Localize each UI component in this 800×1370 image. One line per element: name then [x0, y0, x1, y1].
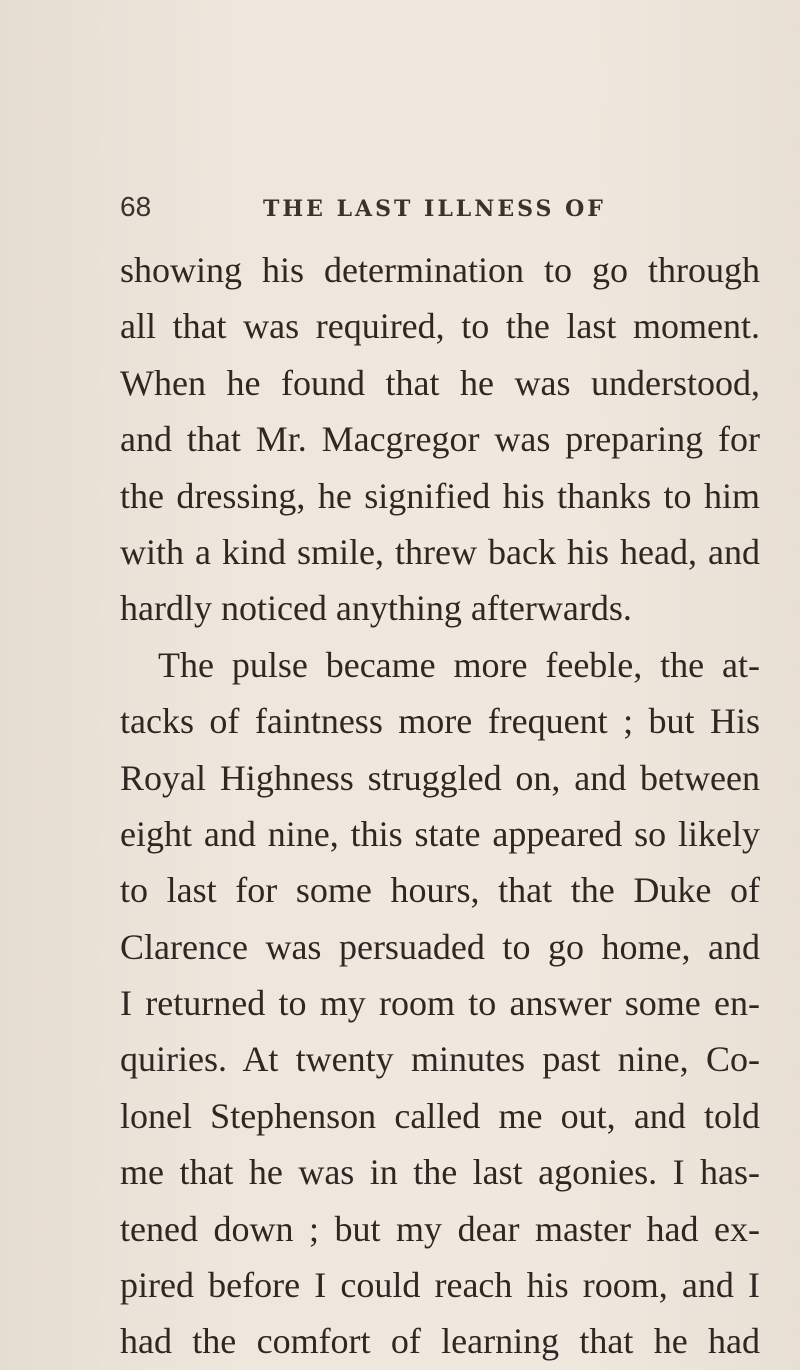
text-line: the dressing, he signified his thanks to him: [120, 475, 760, 516]
body-text: [120, 242, 760, 1370]
text-line: showing his determination to go through: [120, 250, 760, 290]
text-line: lonel Stephenson called me out, and told: [120, 1095, 760, 1136]
page-number: 68: [120, 191, 152, 222]
text-line: tacks of faintness more frequent ; but His: [120, 701, 760, 742]
text-line: The pulse became more feeble, the at-: [158, 644, 760, 685]
text-line: with a kind smile, threw back his head, and: [120, 531, 760, 572]
text-line: tened down ; but my dear master had ex-: [120, 1208, 760, 1249]
text-line: Royal Highness struggled on, and between: [120, 757, 760, 798]
text-line: all that was required, to the last moment.: [120, 306, 760, 347]
text-line: Clarence was persuaded to go home, and: [120, 926, 760, 967]
text-line: I returned to my room to answer some en-: [120, 983, 760, 1024]
text-line: hardly noticed anything afterwards.: [120, 588, 632, 629]
text-line: When he found that he was understood,: [120, 362, 760, 403]
text-line: and that Mr. Macgregor was preparing for: [120, 419, 760, 460]
text-line: had the comfort of learning that he had: [120, 1321, 760, 1362]
text-line: pired before I could reach his room, and I: [120, 1265, 760, 1306]
text-line: quiries. At twenty minutes past nine, Co-: [120, 1039, 760, 1080]
text-line: me that he was in the last agonies. I has-: [120, 1152, 760, 1193]
page-header: [120, 187, 760, 227]
text-line: to last for some hours, that the Duke of: [120, 870, 760, 911]
text-line: eight and nine, this state appeared so likely: [120, 813, 760, 854]
running-head: THE LAST ILLNESS OF: [263, 196, 606, 222]
